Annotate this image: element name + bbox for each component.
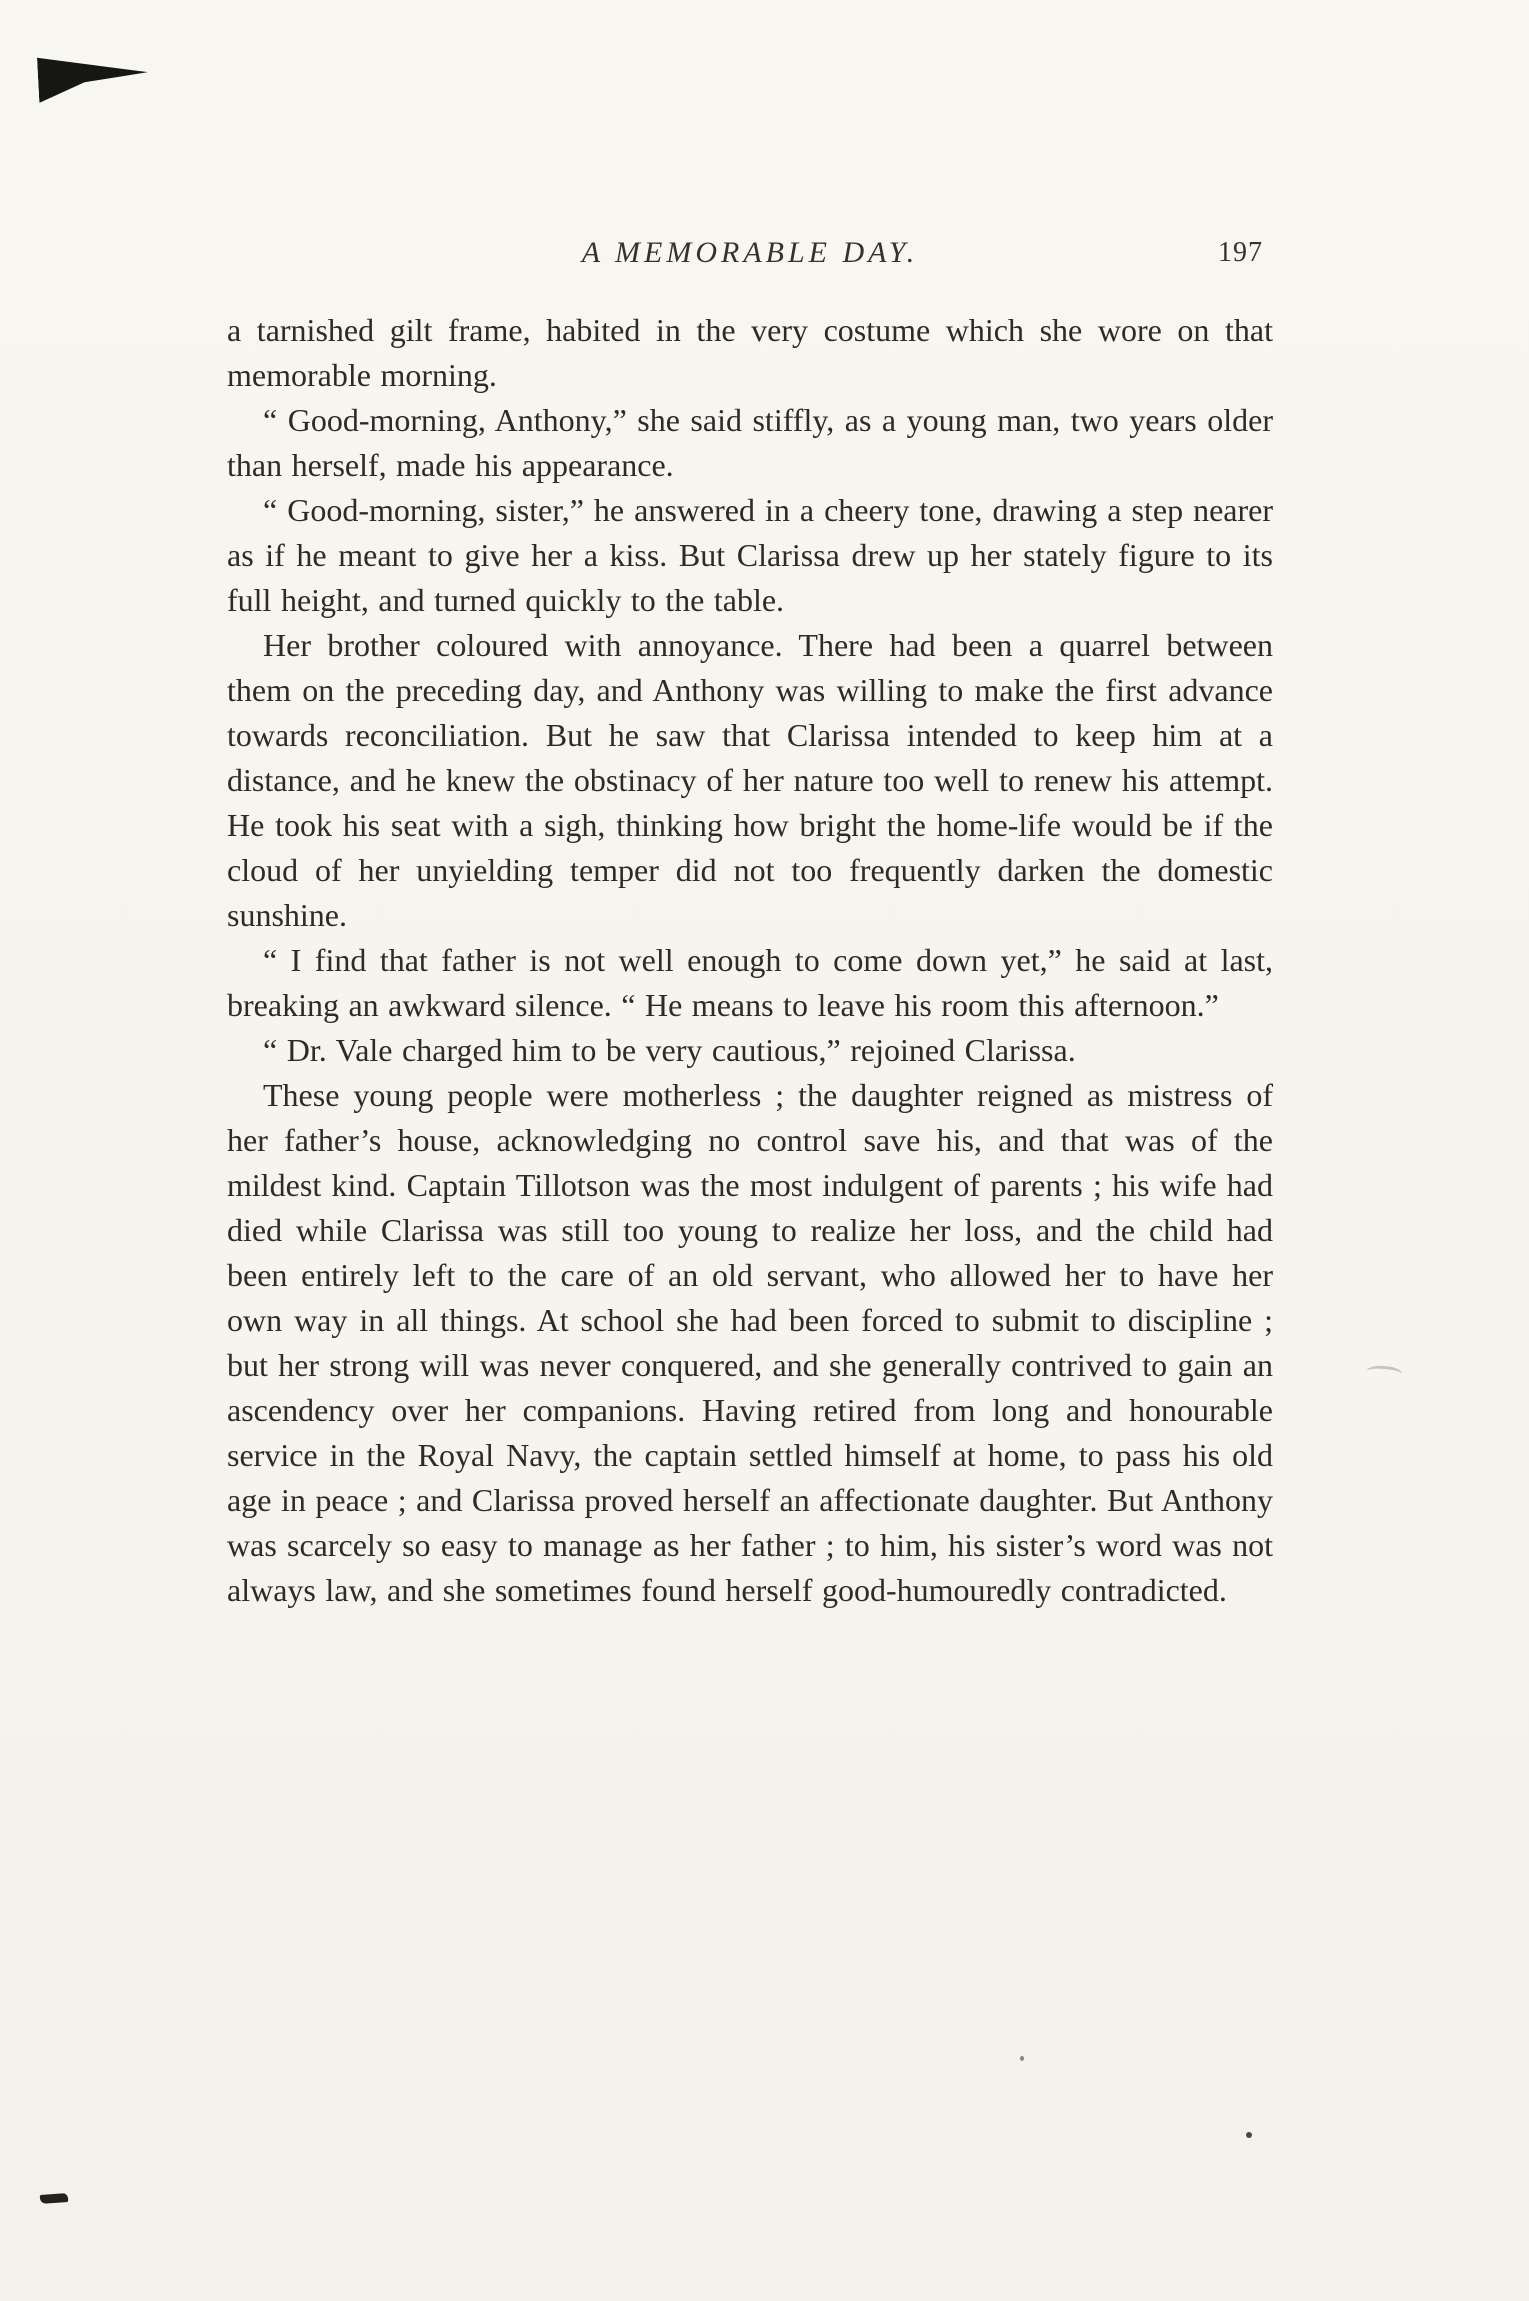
scan-artifact-bottom-mark (40, 2193, 69, 2204)
page-header (227, 236, 1273, 278)
scan-artifact-dot (1020, 2056, 1024, 2061)
paragraph: “ I find that father is not well enough to come down yet,” he said at last, breaking an awkward silence. “ He means to leave his room this afternoon.” (227, 942, 1273, 1023)
paragraph: “ Good-morning, Anthony,” she said stiffly, as a young man, two years older than herself, made his appearance. (227, 402, 1273, 483)
page-number: 197 (1218, 237, 1263, 268)
scan-artifact-dot (1246, 2132, 1252, 2138)
running-head-title: A MEMORABLE DAY. (581, 236, 919, 269)
scan-artifact-squiggle (1365, 1364, 1402, 1383)
paragraph: a tarnished gilt frame, habited in the very costume which she wore on that memorable morning. (227, 312, 1273, 393)
paragraph: Her brother coloured with annoyance. There had been a quarrel between them on the preceding day, and Anthony was willing to make the first advance towards reconciliation. But he saw that Clarissa intended to keep him at a distance, and he knew the obstinacy of her nature too well to renew his attempt. He took his seat with a sigh, thinking how bright the home-life would be if the cloud of her unyielding temper did not too frequently darken the domestic sunshine. (227, 627, 1273, 933)
paragraph: These young people were motherless ; the daughter reigned as mistress of her father’s house, acknowledging no control save his, and that was of the mildest kind. Captain Tillotson was the most indulgent of parents ; his wife had died while Clarissa was still too young to realize her loss, and the child had been entirely left to the care of an old servant, who allowed her to have her own way in all things. At school she had been forced to submit to discipline ; but her strong will was never conquered, and she generally contrived to gain an ascendency over her companions. Having retired from long and honourable service in the Royal Navy, the captain settled himself at home, to pass his old age in peace ; and Clarissa proved herself an affectionate daughter. But Anthony was scarcely so easy to manage as her father ; to him, his sister’s word was not always law, and she sometimes found herself good-humouredly contradicted. (227, 1077, 1273, 1608)
paragraph: “ Good-morning, sister,” he answered in a cheery tone, drawing a step nearer as if he meant to give her a kiss. But Clarissa drew up her stately figure to its full height, and turned quickly to the table. (227, 492, 1273, 618)
page-body (227, 308, 1273, 1613)
paragraph: “ Dr. Vale charged him to be very cautious,” rejoined Clarissa. (263, 1032, 1076, 1068)
scan-artifact-flag (37, 49, 149, 103)
